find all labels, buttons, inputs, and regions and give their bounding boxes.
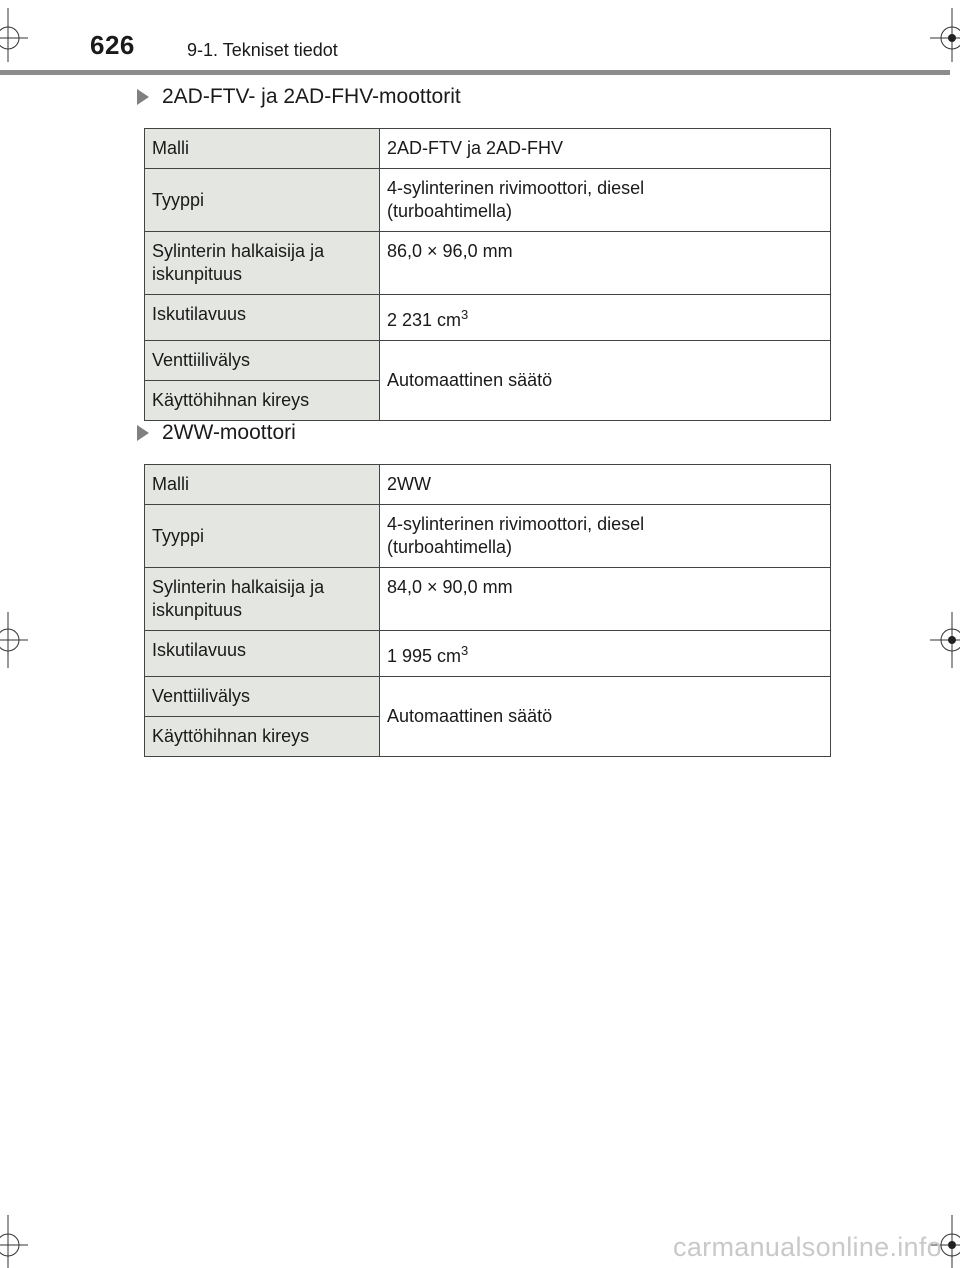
section-heading-text: 2AD-FTV- ja 2AD-FHV-moottorit	[162, 85, 461, 108]
header-rule	[0, 70, 950, 75]
section-heading-2ww	[137, 421, 296, 445]
row-value: 2AD-FTV ja 2AD-FHV	[380, 129, 831, 169]
value-text: 2 231 cm	[387, 310, 462, 330]
row-value	[380, 631, 831, 677]
row-value: 86,0 × 96,0 mm	[380, 232, 831, 295]
row-value: 2WW	[380, 465, 831, 505]
row-value	[380, 169, 831, 232]
watermark-text: carmanualsonline.info	[673, 1232, 942, 1262]
label-line: iskunpituus	[152, 264, 243, 284]
value-superscript: 3	[461, 307, 469, 322]
value-line: 4-sylinterinen rivimoottori, diesel	[387, 514, 645, 534]
row-value	[380, 295, 831, 341]
row-value: 84,0 × 90,0 mm	[380, 568, 831, 631]
table-row	[145, 631, 831, 677]
chapter-title: 9-1. Tekniset tiedot	[187, 40, 338, 60]
row-label: Venttiilivälys	[145, 677, 380, 717]
table-row	[145, 169, 831, 232]
row-value: Automaattinen säätö	[380, 677, 831, 757]
spec-table-2ad	[144, 128, 831, 421]
value-line: (turboahtimella)	[387, 201, 513, 221]
row-label	[145, 232, 380, 295]
row-label: Malli	[145, 465, 380, 505]
spec-table-2ww	[144, 464, 831, 757]
table-row	[145, 568, 831, 631]
row-label: Käyttöhihnan kireys	[145, 381, 380, 421]
row-label: Venttiilivälys	[145, 341, 380, 381]
triangle-bullet-icon	[137, 89, 149, 105]
table-row	[145, 465, 831, 505]
row-label: Iskutilavuus	[145, 295, 380, 341]
value-superscript: 3	[461, 643, 469, 658]
triangle-bullet-icon	[137, 425, 149, 441]
table-row	[145, 232, 831, 295]
table-row	[145, 677, 831, 717]
row-value: Automaattinen säätö	[380, 341, 831, 421]
value-line: (turboahtimella)	[387, 537, 513, 557]
section-heading-2ad	[137, 85, 461, 109]
value-line: 4-sylinterinen rivimoottori, diesel	[387, 178, 645, 198]
label-line: iskunpituus	[152, 600, 243, 620]
page-number: 626	[90, 30, 135, 60]
row-label	[145, 568, 380, 631]
row-label: Käyttöhihnan kireys	[145, 717, 380, 757]
section-heading-text: 2WW-moottori	[162, 421, 296, 444]
row-value	[380, 505, 831, 568]
row-label: Tyyppi	[145, 169, 380, 232]
value-text: 1 995 cm	[387, 646, 462, 666]
table-row	[145, 295, 831, 341]
label-line: Sylinterin halkaisija ja	[152, 577, 325, 597]
row-label: Iskutilavuus	[145, 631, 380, 677]
label-line: Sylinterin halkaisija ja	[152, 241, 325, 261]
table-row	[145, 129, 831, 169]
row-label: Malli	[145, 129, 380, 169]
row-label: Tyyppi	[145, 505, 380, 568]
table-row	[145, 505, 831, 568]
table-row	[145, 341, 831, 381]
